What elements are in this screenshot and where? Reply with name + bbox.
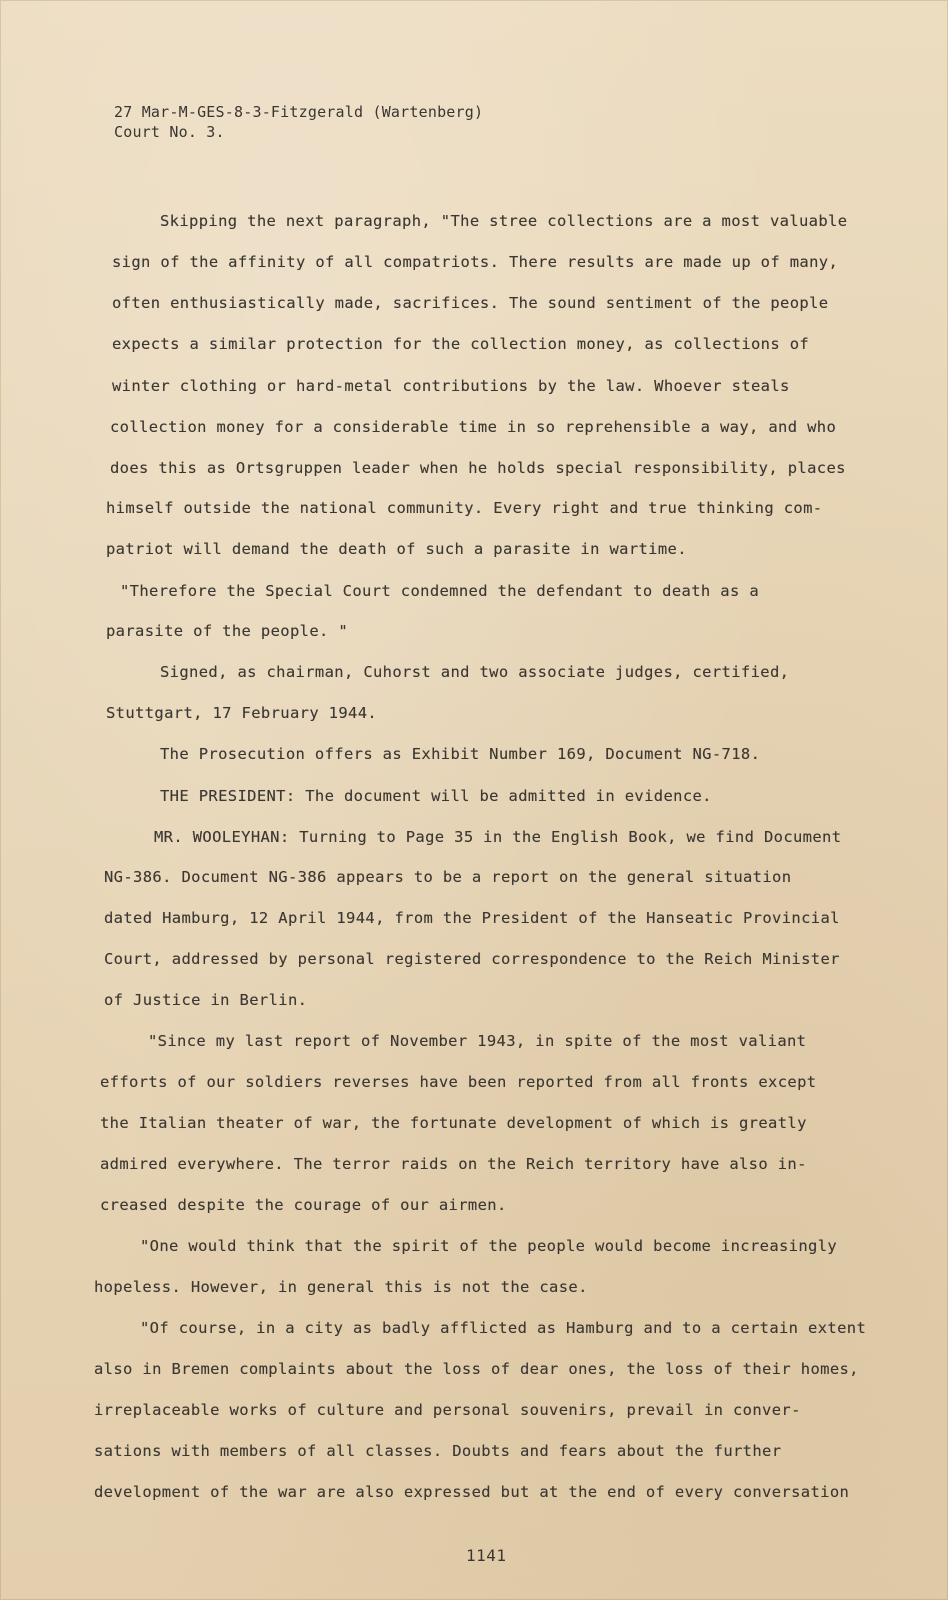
text-line: Stuttgart, 17 February 1944.	[106, 704, 378, 722]
text-line: irreplaceable works of culture and personal souvenirs, prevail in conver-	[94, 1401, 801, 1419]
text-line: admired everywhere. The terror raids on the Reich territory have also in-	[100, 1155, 807, 1173]
text-line: MR. WOOLEYHAN: Turning to Page 35 in the English Book, we find Document	[154, 828, 842, 846]
text-line: THE PRESIDENT: The document will be admitted in evidence.	[160, 787, 712, 805]
text-line: collection money for a considerable time in so reprehensible a way, and who	[110, 418, 837, 436]
text-line: of Justice in Berlin.	[104, 991, 308, 1009]
text-line: efforts of our soldiers reverses have been reported from all fronts except	[100, 1073, 817, 1091]
text-line: creased despite the courage of our airmen.	[100, 1196, 507, 1214]
document-header	[114, 102, 483, 142]
text-line: hopeless. However, in general this is not the case.	[94, 1278, 588, 1296]
header-court-number: Court No. 3.	[114, 123, 225, 141]
text-line: sign of the affinity of all compatriots. There results are made up of many,	[112, 253, 839, 271]
header-case-reference: 27 Mar-M-GES-8-3-Fitzgerald (Wartenberg)	[114, 103, 484, 121]
text-line: NG-386. Document NG-386 appears to be a report on the general situation	[104, 868, 792, 886]
text-line: development of the war are also expressed but at the end of every conversation	[94, 1483, 850, 1501]
text-line: expects a similar protection for the collection money, as collections of	[112, 335, 810, 353]
text-line: Court, addressed by personal registered correspondence to the Reich Minister	[104, 950, 840, 968]
text-line: does this as Ortsgruppen leader when he holds special responsibility, places	[110, 459, 846, 477]
text-line: Skipping the next paragraph, "The stree collections are a most valuable	[160, 212, 848, 230]
text-line: dated Hamburg, 12 April 1944, from the President of the Hanseatic Provincial	[104, 909, 840, 927]
text-line: patriot will demand the death of such a parasite in wartime.	[106, 540, 687, 558]
text-line: "Therefore the Special Court condemned the defendant to death as a	[120, 582, 759, 600]
text-line: himself outside the national community. Every right and true thinking com-	[106, 499, 823, 517]
text-line: winter clothing or hard-metal contributions by the law. Whoever steals	[112, 377, 790, 395]
page-number: 1141	[466, 1546, 507, 1565]
text-line: sations with members of all classes. Doubts and fears about the further	[94, 1442, 782, 1460]
text-line: The Prosecution offers as Exhibit Number 169, Document NG-718.	[160, 745, 761, 763]
text-line: "Of course, in a city as badly afflicted as Hamburg and to a certain extent	[140, 1319, 867, 1337]
text-line: "One would think that the spirit of the people would become increasingly	[140, 1237, 838, 1255]
text-line: Signed, as chairman, Cuhorst and two associate judges, certified,	[160, 663, 790, 681]
text-line: "Since my last report of November 1943, in spite of the most valiant	[148, 1032, 807, 1050]
text-line: the Italian theater of war, the fortunate development of which is greatly	[100, 1114, 807, 1132]
text-line: also in Bremen complaints about the loss of dear ones, the loss of their homes,	[94, 1360, 859, 1378]
text-line: often enthusiastically made, sacrifices. The sound sentiment of the people	[112, 294, 829, 312]
text-line: parasite of the people. "	[106, 622, 349, 640]
